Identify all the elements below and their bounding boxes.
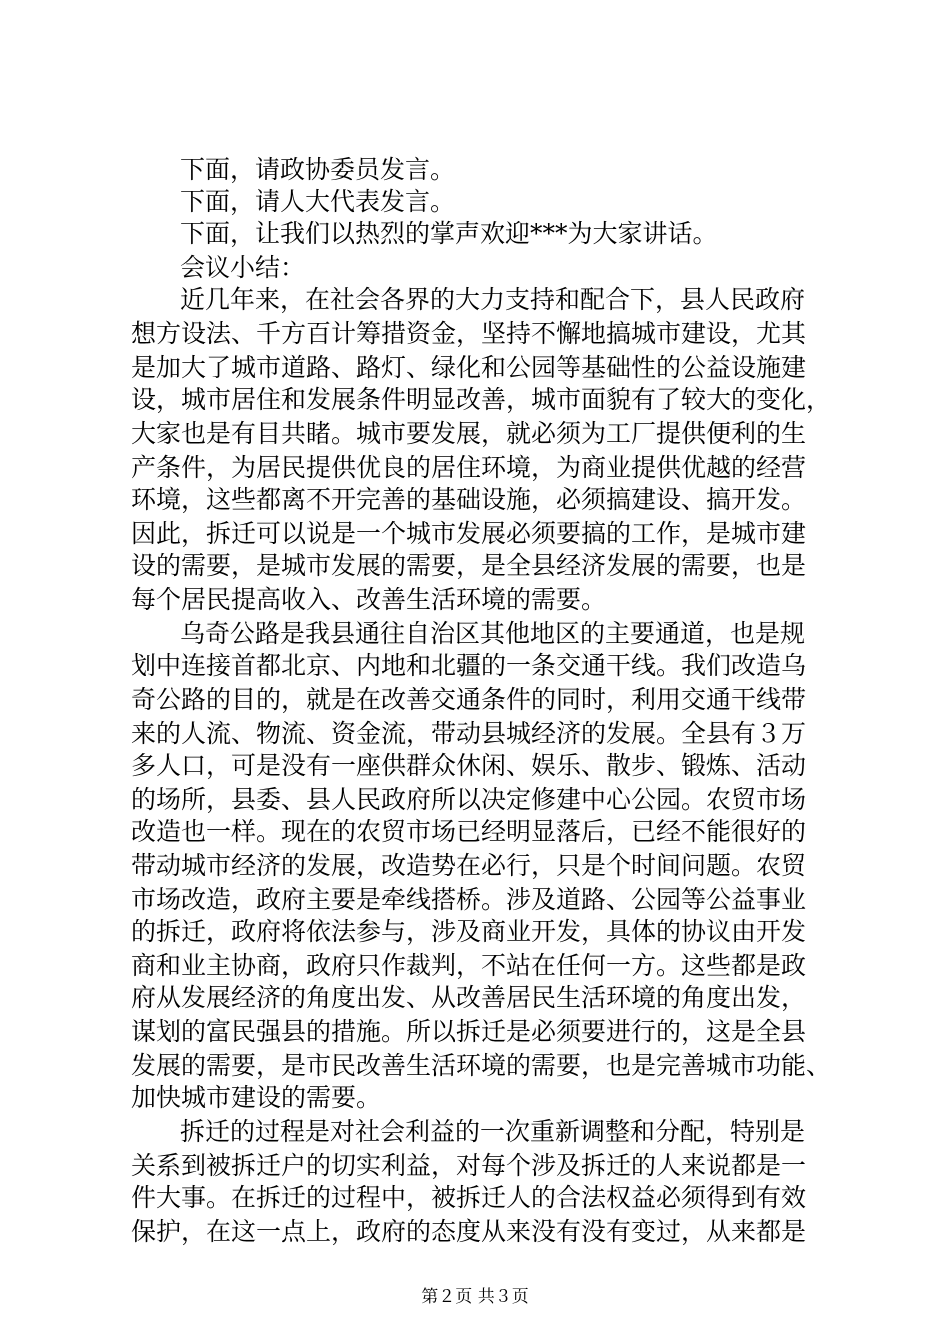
paragraph-line: 因此，拆迁可以说是一个城市发展必须要搞的工作，是城市建 [131, 519, 807, 548]
paragraph-line: 会议小结： [180, 253, 306, 282]
paragraph-line: 关系到被拆迁户的切实利益，对每个涉及拆迁的人来说都是一 [131, 1151, 807, 1180]
paragraph-line: 的场所，县委、县人民政府所以决定修建中心公园。农贸市场 [131, 785, 807, 814]
paragraph-line: 的拆迁，政府将依法参与，涉及商业开发，具体的协议由开发 [131, 917, 807, 946]
paragraph-line: 每个居民提高收入、改善生活环境的需要。 [131, 585, 607, 614]
paragraph-line: 带动城市经济的发展，改造势在必行，只是个时间问题。农贸 [131, 851, 807, 880]
paragraph-line: 设的需要，是城市发展的需要，是全县经济发展的需要，也是 [131, 551, 807, 580]
paragraph-line: 近几年来，在社会各界的大力支持和配合下，县人民政府 [180, 285, 806, 314]
paragraph-line: 是加大了城市道路、路灯、绿化和公园等基础性的公益设施建 [131, 353, 807, 382]
paragraph-line: 发展的需要，是市民改善生活环境的需要，也是完善城市功能、 [131, 1051, 832, 1080]
paragraph-line: 多人口，可是没有一座供群众休闲、娱乐、散步、锻炼、活动 [131, 751, 807, 780]
paragraph-line: 谋划的富民强县的措施。所以拆迁是必须要进行的，这是全县 [131, 1017, 807, 1046]
paragraph-line: 产条件，为居民提供优良的居住环境，为商业提供优越的经营 [131, 453, 807, 482]
paragraph-line: 来的人流、物流、资金流，带动县城经济的发展。全县有３万 [131, 719, 807, 748]
paragraph-line: 下面，让我们以热烈的掌声欢迎***为大家讲话。 [180, 219, 718, 248]
paragraph-line: 改造也一样。现在的农贸市场已经明显落后，已经不能很好的 [131, 817, 807, 846]
paragraph-line: 下面，请人大代表发言。 [180, 187, 456, 216]
paragraph-line: 想方设法、千方百计筹措资金，坚持不懈地搞城市建设，尤其 [131, 319, 807, 348]
paragraph-line: 环境，这些都离不开完善的基础设施，必须搞建设、搞开发。 [131, 485, 807, 514]
paragraph-line: 保护，在这一点上，政府的态度从来没有没有变过，从来都是 [131, 1217, 807, 1246]
page-footer: 第２页 共３页 [421, 1287, 529, 1307]
paragraph-line: 设，城市居住和发展条件明显改善，城市面貌有了较大的变化， [131, 385, 832, 414]
paragraph-line: 下面，请政协委员发言。 [180, 155, 456, 184]
paragraph-line: 加快城市建设的需要。 [131, 1083, 382, 1112]
paragraph-line: 拆迁的过程是对社会利益的一次重新调整和分配，特别是 [180, 1117, 806, 1146]
paragraph-line: 商和业主协商，政府只作裁判，不站在任何一方。这些都是政 [131, 951, 807, 980]
paragraph-line: 件大事。在拆迁的过程中，被拆迁人的合法权益必须得到有效 [131, 1183, 807, 1212]
paragraph-line: 奇公路的目的，就是在改善交通条件的同时，利用交通干线带 [131, 685, 807, 714]
paragraph-line: 府从发展经济的角度出发、从改善居民生活环境的角度出发， [131, 983, 807, 1012]
paragraph-line: 划中连接首都北京、内地和北疆的一条交通干线。我们改造乌 [131, 651, 807, 680]
paragraph-line: 市场改造，政府主要是牵线搭桥。涉及道路、公园等公益事业 [131, 885, 807, 914]
paragraph-line: 大家也是有目共睹。城市要发展，就必须为工厂提供便利的生 [131, 419, 807, 448]
paragraph-line: 乌奇公路是我县通往自治区其他地区的主要通道，也是规 [180, 619, 806, 648]
